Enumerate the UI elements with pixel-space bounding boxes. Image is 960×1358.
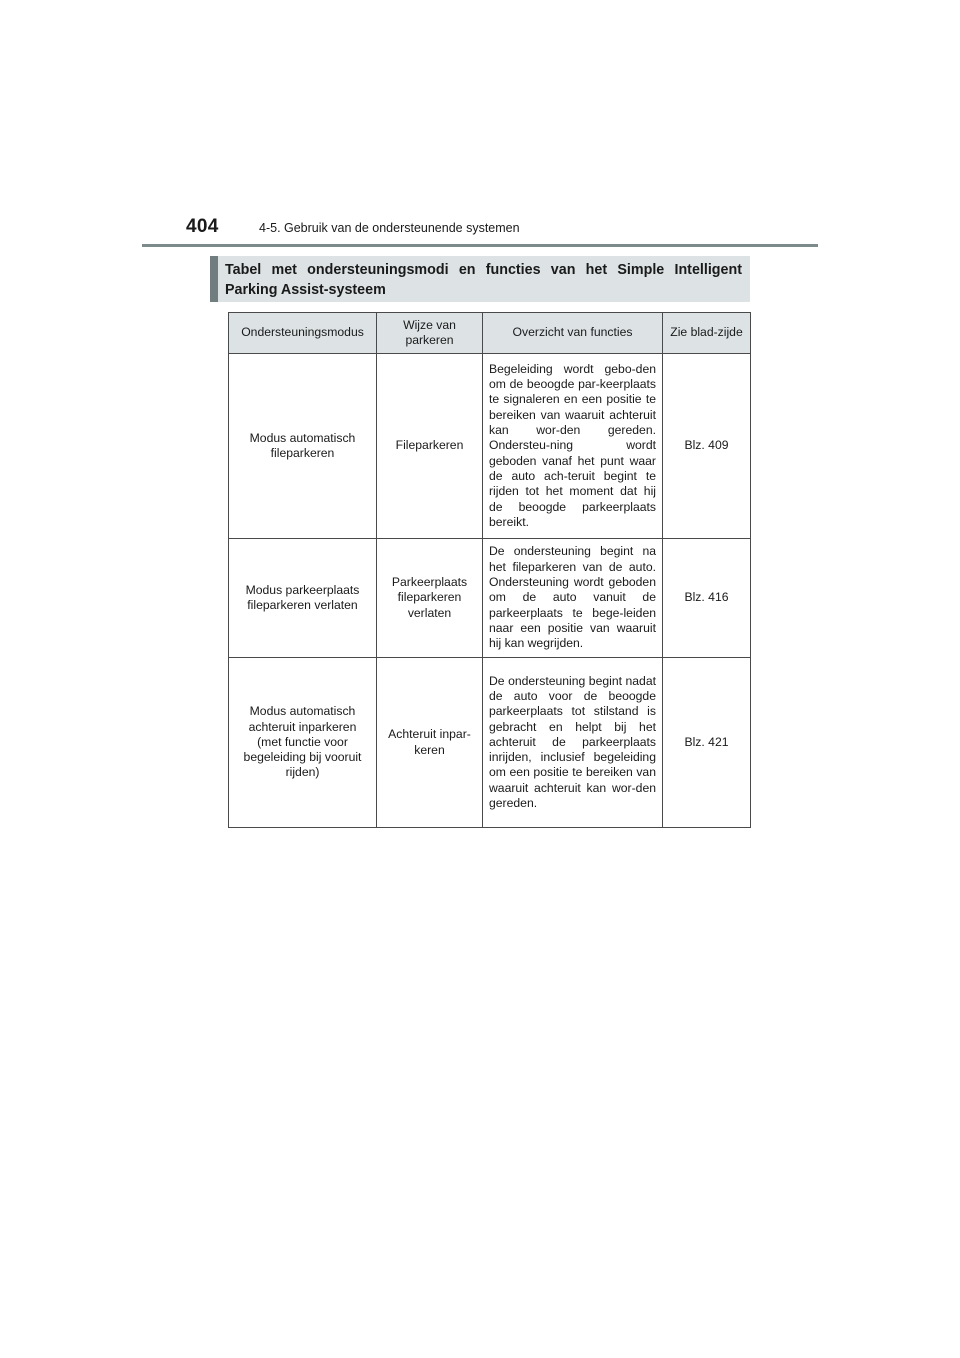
- cell-parking: Achteruit inpar-keren: [377, 658, 483, 828]
- cell-overview: Begeleiding wordt gebo-den om de beoogde par-keerplaats te signaleren en een positie te bereiken van waaruit achteruit kan wor-den gereden. Ondersteu-ning wordt geboden vanaf het punt waar de auto ach-teruit begint te rijden tot het moment dat hij de beoogde parkeerplaats bereikt.: [483, 354, 663, 539]
- section-title: Tabel met ondersteuningsmodi en functies van het Simple Intelligent Parking Assist-systeem: [225, 262, 742, 298]
- cell-page: Blz. 421: [663, 658, 751, 828]
- cell-page: Blz. 416: [663, 539, 751, 658]
- cell-overview: De ondersteuning begint nadat de auto voor de beoogde parkeerplaats tot stilstand is gebracht en helpt bij het achteruit de parkeerplaats inrijden, inclusief begeleiding om een positie te bereiken van waaruit achteruit kan wor-den gereden.: [483, 658, 663, 828]
- column-header-mode: Ondersteuningsmodus: [229, 313, 377, 354]
- column-header-parking: Wijze van parkeren: [377, 313, 483, 354]
- table-row: [229, 539, 751, 658]
- cell-parking: Fileparkeren: [377, 354, 483, 539]
- table-header-row: [229, 313, 751, 354]
- header-divider: [142, 244, 818, 247]
- cell-overview: De ondersteuning begint na het fileparkeren van de auto. Ondersteuning wordt geboden om de auto vanuit de parkeerplaats te bege-leiden naar een positie van waaruit hij kan wegrijden.: [483, 539, 663, 658]
- cell-page: Blz. 409: [663, 354, 751, 539]
- cell-mode: Modus automatisch fileparkeren: [229, 354, 377, 539]
- column-header-overview: Overzicht van functies: [483, 313, 663, 354]
- cell-parking: Parkeerplaats fileparkeren verlaten: [377, 539, 483, 658]
- table-row: [229, 658, 751, 828]
- assist-modes-table: [228, 312, 751, 828]
- column-header-page: Zie blad-zijde: [663, 313, 751, 354]
- cell-mode: Modus automatisch achteruit inparkeren (met functie voor begeleiding bij vooruit rijden): [229, 658, 377, 828]
- page-number: 404: [186, 216, 219, 237]
- chapter-title: 4-5. Gebruik van de ondersteunende systemen: [259, 221, 520, 235]
- cell-mode: Modus parkeerplaats fileparkeren verlaten: [229, 539, 377, 658]
- section-heading-box: [210, 256, 750, 302]
- table-row: [229, 354, 751, 539]
